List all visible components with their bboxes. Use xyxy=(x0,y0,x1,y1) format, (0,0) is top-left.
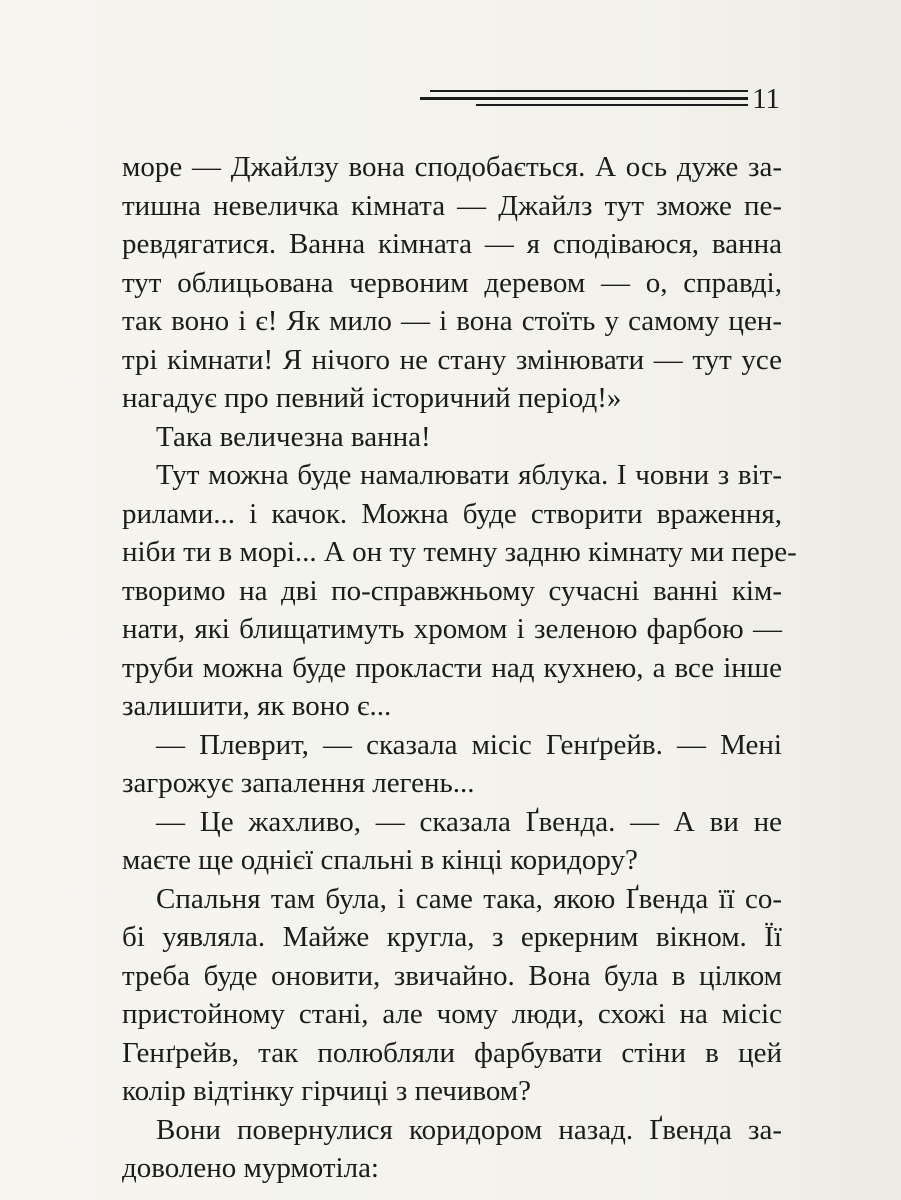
text-line: Така величезна ванна! xyxy=(156,420,431,453)
page-number: 11 xyxy=(752,83,780,115)
text-line: маєте ще однієї спальні в кінці коридору? xyxy=(122,844,638,876)
body-text xyxy=(122,148,797,1188)
header-rule xyxy=(476,104,748,106)
text-line: Спальня там була, і саме така, якою Ґвенда її со- xyxy=(156,882,782,915)
paragraph xyxy=(122,456,797,726)
text-line: — Плеврит, — сказала місіс Генґрейв. — Мені xyxy=(156,728,782,761)
text-line: бі уявляла. Майже кругла, з еркерним вікном. Її xyxy=(122,921,782,953)
text-line: Тут можна буде намалювати яблука. І човни з віт- xyxy=(156,459,782,491)
paragraph xyxy=(122,803,782,880)
text-line: ревдягатися. Ванна кімната — я сподіваюся, ванна xyxy=(122,228,782,260)
text-line: колір відтінку гірчиці з печивом? xyxy=(122,1075,532,1107)
text-line: залишити, як воно є... xyxy=(122,690,392,722)
text-line: труби можна буде прокласти над кухнею, а все інше xyxy=(122,651,782,684)
text-line: пристойному стані, але чому люди, схожі на місіс xyxy=(122,998,782,1030)
text-line: творимо на дві по-справжньому сучасні ванні кім- xyxy=(122,574,782,607)
text-line: рилами... і качок. Можна буде створити враження, xyxy=(122,497,782,530)
text-line: тишна невеличка кімната — Джайлз тут зможе пе- xyxy=(122,189,782,222)
paragraph xyxy=(122,418,782,457)
text-line: Вони повернулися коридором назад. Ґвенда за- xyxy=(156,1113,782,1146)
header-ornament-rules xyxy=(420,88,748,108)
paragraph xyxy=(122,880,782,1111)
paragraph xyxy=(122,726,782,803)
text-line: — Це жахливо, — сказала Ґвенда. — А ви не xyxy=(156,805,782,838)
text-line: так воно і є! Як мило — і вона стоїть у самому цен- xyxy=(122,305,782,337)
paragraph xyxy=(122,1111,782,1188)
text-line: доволено мурмотіла: xyxy=(122,1152,379,1184)
text-line: нагадує про певний історичний період!» xyxy=(122,382,622,414)
text-line: тут облицьована червоним деревом — о, справді, xyxy=(122,266,782,299)
text-line: нати, які блищатимуть хромом і зеленою фарбою — xyxy=(122,613,782,645)
text-line: загрожує запалення легень... xyxy=(122,767,475,799)
text-line: треба буде оновити, звичайно. Вона була в цілком xyxy=(122,959,782,992)
running-header xyxy=(420,82,780,122)
paragraph xyxy=(122,148,782,418)
text-line: Генґрейв, так полюбляли фарбувати стіни в цей xyxy=(122,1036,782,1069)
text-line: трі кімнати! Я нічого не стану змінювати — тут усе xyxy=(122,343,782,376)
text-line: ніби ти в морі... А он ту темну задню кімнату ми пере- xyxy=(122,536,797,568)
header-rule xyxy=(430,90,748,92)
header-rule xyxy=(420,97,748,100)
text-line: море — Джайлзу вона сподобається. А ось дуже за- xyxy=(122,151,782,183)
